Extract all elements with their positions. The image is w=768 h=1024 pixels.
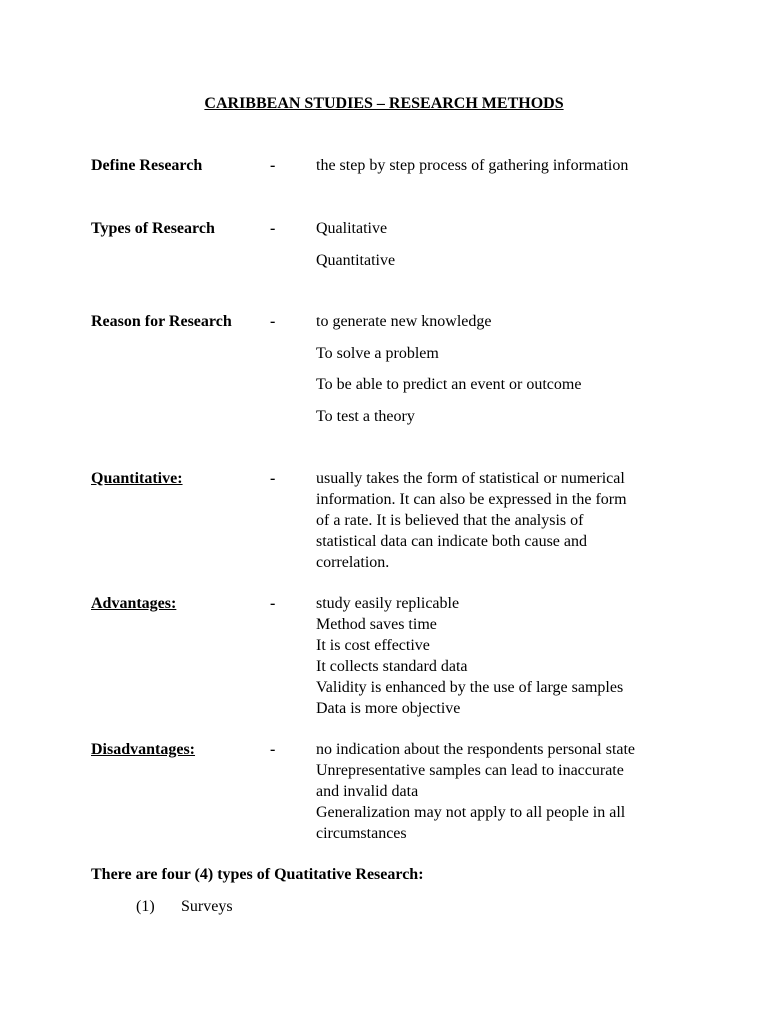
paragraph-line: of a rate. It is believed that the analysis of (316, 512, 584, 529)
quantitative-types-heading: There are four (4) types of Quatitative Research: (91, 866, 424, 883)
disadvantages-term: Disadvantages: (91, 741, 196, 758)
paragraph-line: usually takes the form of statistical or numerical (316, 470, 625, 487)
document-title: CARIBBEAN STUDIES – RESEARCH METHODS (204, 95, 564, 112)
list-item: to generate new knowledge (316, 313, 492, 330)
list-item: Quantitative (316, 251, 396, 269)
list-item: study easily replicable (316, 595, 460, 612)
advantages-list (316, 593, 686, 719)
paragraph-line: correlation. (316, 554, 390, 571)
description-line: the step by step process of gathering information (316, 157, 629, 174)
disadvantages-dash: - (270, 741, 276, 758)
advantages-term: Advantages: (91, 595, 177, 612)
define-research-term: Define Research (91, 157, 203, 174)
reason-for-research-term: Reason for Research (91, 313, 232, 330)
list-item: and invalid data (316, 783, 419, 800)
list-item: It is cost effective (316, 637, 430, 654)
list-item: Method saves time (316, 616, 437, 633)
list-item: no indication about the respondents personal state (316, 741, 636, 758)
list-item: Qualitative (316, 220, 388, 237)
quantitative-term: Quantitative: (91, 470, 183, 487)
list-item: Data is more objective (316, 700, 461, 717)
types-of-research-term: Types of Research (91, 220, 215, 237)
list-text: Surveys (181, 898, 233, 915)
types-of-research-dash: - (270, 220, 276, 237)
paragraph-line: statistical data can indicate both cause and (316, 533, 587, 550)
quantitative-description (316, 468, 686, 573)
advantages-dash: - (270, 595, 276, 612)
define-research-description (316, 155, 686, 176)
quantitative-dash: - (270, 470, 276, 487)
list-item: Validity is enhanced by the use of large samples (316, 679, 624, 696)
define-research-dash: - (270, 157, 276, 174)
list-item: Generalization may not apply to all people in all (316, 804, 626, 821)
list-item: To test a theory (316, 407, 415, 425)
list-item: It collects standard data (316, 658, 468, 675)
paragraph-line: information. It can also be expressed in the form (316, 491, 627, 508)
disadvantages-list (316, 739, 686, 844)
list-number: (1) (136, 898, 155, 915)
list-item: circumstances (316, 825, 407, 842)
list-item: To be able to predict an event or outcome (316, 376, 582, 393)
reason-for-research-dash: - (270, 313, 276, 330)
reason-for-research-list (316, 311, 686, 437)
list-item: Unrepresentative samples can lead to inaccurate (316, 762, 624, 779)
list-item: To solve a problem (316, 344, 439, 362)
types-of-research-list (316, 218, 686, 281)
